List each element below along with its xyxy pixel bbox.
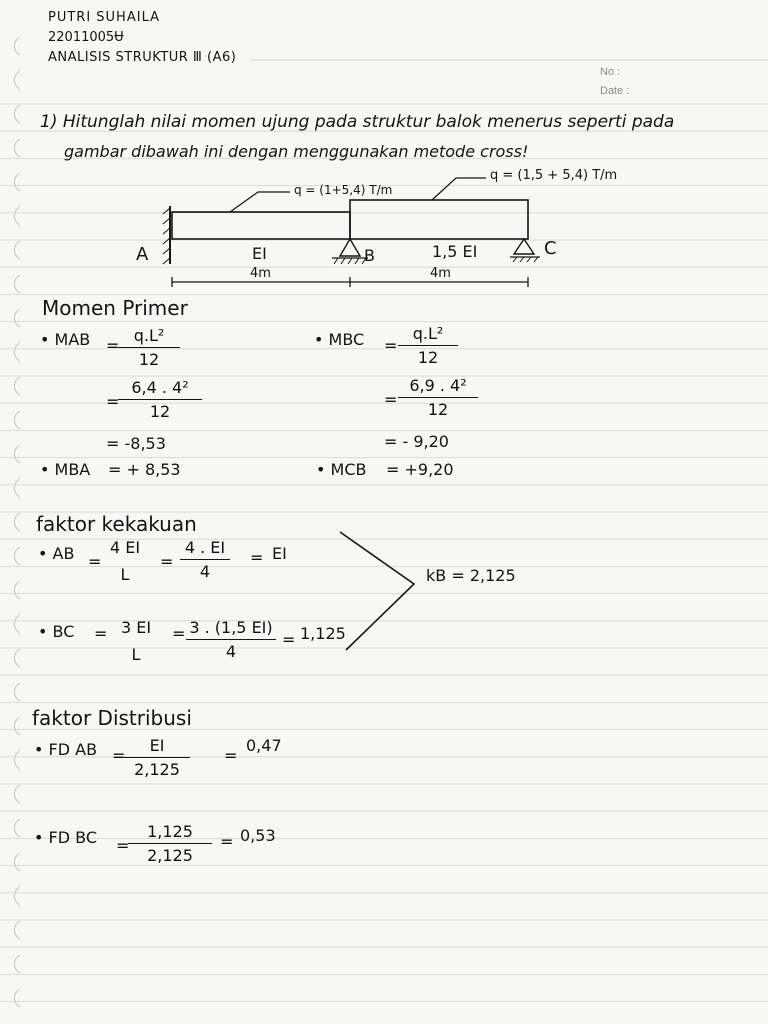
binder-hole: [14, 955, 20, 973]
fraction-numerator: q.L²: [133, 326, 165, 345]
load-label-bc: q = (1,5 + 5,4) T/m: [490, 168, 618, 183]
equals-sign: =: [94, 624, 108, 643]
equals-sign: =: [250, 548, 264, 567]
equals-sign: =: [116, 836, 130, 855]
fdbc-result: 0,53: [240, 826, 276, 845]
heading-faktor-distribusi: faktor Distribusi: [32, 706, 192, 730]
mcb-label: • MCB: [316, 460, 367, 479]
equals-sign: =: [106, 336, 120, 355]
equals-sign: =: [172, 624, 186, 643]
label-c: C: [544, 238, 557, 259]
mab-result: = -8,53: [106, 434, 166, 453]
binder-hole: [14, 853, 20, 871]
fraction-numerator: 3 EI: [120, 618, 152, 637]
question-line-1: 1) Hitunglah nilai momen ujung pada struktur balok menerus seperti pada: [40, 112, 675, 132]
ab-stiffness-label: • AB: [38, 544, 75, 563]
mbc-result: = - 9,20: [384, 432, 449, 451]
question-line-2: gambar dibawah ini dengan menggunakan metode cross!: [64, 142, 529, 161]
ei-bc: 1,5 EI: [432, 242, 478, 261]
equals-sign: =: [384, 390, 398, 409]
bc-stiffness-label: • BC: [38, 622, 75, 641]
fdab-result: 0,47: [246, 736, 282, 755]
equals-sign: =: [384, 336, 398, 355]
binder-hole: [14, 819, 20, 837]
equals-sign: =: [220, 832, 234, 851]
load-label-ab: q = (1+5,4) T/m: [294, 183, 393, 197]
fraction-denominator: 2,125: [147, 846, 193, 865]
bc-stiffness-result: 1,125: [300, 624, 346, 643]
fraction-numerator: 6,9 . 4²: [409, 376, 467, 395]
mba-label: • MBA: [40, 460, 91, 479]
fraction-denominator: 12: [149, 402, 171, 421]
label-b: B: [364, 246, 375, 265]
course-title: ANALISIS STRUKTUR Ⅲ (A6): [48, 50, 237, 65]
date-label: Date :: [600, 85, 630, 97]
length-ab: 4m: [250, 266, 271, 281]
fraction-numerator: 6,4 . 4²: [131, 378, 189, 397]
mba-result: = + 8,53: [108, 460, 181, 479]
label-a: A: [136, 244, 149, 265]
fraction-numerator: EI: [149, 736, 165, 755]
fraction-denominator: 4: [199, 562, 211, 581]
student-name: PUTRI SUHAILA: [48, 10, 160, 25]
fraction-denominator: L: [120, 565, 130, 584]
fraction-numerator: 1,125: [147, 822, 193, 841]
equals-sign: =: [224, 746, 238, 765]
ei-ab: EI: [252, 244, 267, 263]
student-id: 22011005Ʉ: [48, 30, 124, 45]
binder-hole: [14, 751, 20, 769]
binder-hole: [14, 989, 20, 1007]
binder-hole: [14, 717, 20, 735]
length-bc: 4m: [430, 266, 451, 281]
fraction-denominator: 12: [138, 350, 160, 369]
no-label: No :: [600, 66, 621, 78]
fdab-label: • FD AB: [34, 740, 98, 759]
fraction-fdbc: [128, 822, 212, 865]
equals-sign: =: [282, 630, 296, 649]
binder-hole: [14, 785, 20, 803]
fraction-numerator: 4 EI: [109, 538, 141, 557]
mab-label: • MAB: [40, 330, 91, 349]
fraction-denominator: 12: [427, 400, 449, 419]
mcb-result: = +9,20: [386, 460, 454, 479]
equals-sign: =: [160, 552, 174, 571]
mbc-label: • MBC: [314, 330, 365, 349]
fraction-fdab: [124, 736, 190, 779]
fdbc-label: • FD BC: [34, 828, 97, 847]
equals-sign: =: [88, 552, 102, 571]
binder-hole: [14, 921, 20, 939]
equals-sign: =: [106, 392, 120, 411]
equals-sign: =: [112, 746, 126, 765]
fraction-numerator: 4 . EI: [184, 538, 226, 557]
fraction-numerator: 3 . (1,5 EI): [189, 618, 273, 637]
binder-hole: [14, 887, 20, 905]
heading-momen-primer: Momen Primer: [42, 296, 188, 320]
fraction-numerator: q.L²: [412, 324, 444, 343]
fraction-denominator: 12: [417, 348, 439, 367]
fraction-denominator: 4: [225, 642, 237, 661]
ab-stiffness-result: EI: [272, 544, 287, 563]
fraction-denominator: L: [131, 645, 141, 664]
heading-faktor-kekakuan: faktor kekakuan: [36, 512, 197, 536]
fraction-denominator: 2,125: [134, 760, 180, 779]
kb-total: kB = 2,125: [426, 566, 516, 585]
